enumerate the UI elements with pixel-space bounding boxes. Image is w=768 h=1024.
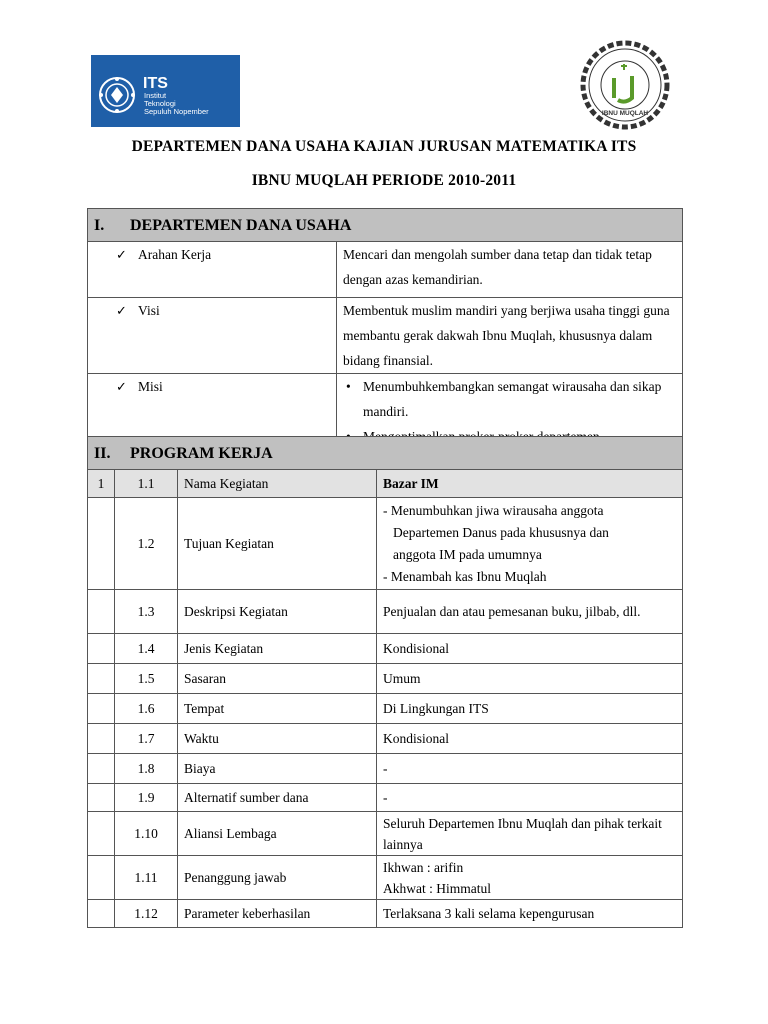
table-row [88,784,683,812]
row-value: Kondisional [377,634,683,664]
row-value: - [377,754,683,784]
section-program-kerja-table [87,436,683,928]
row-value-line: Akhwat : Himmatul [383,880,491,896]
table-row [88,724,683,754]
row-value: Penjualan dan atau pemesanan buku, jilbab, dll. [377,590,683,634]
checkmark-icon: ✓ [116,303,127,318]
row-value: Bazar IM [377,470,683,498]
misi-item: • Menumbuhkembangkan semangat wirausaha dan sikap mandiri. [343,374,676,424]
ibnu-muqlah-logo [580,40,670,130]
document-subtitle: IBNU MUQLAH PERIODE 2010-2011 [251,172,517,189]
its-logo-line3: Sepuluh Nopember [144,107,209,116]
row-field: Tujuan Kegiatan [178,498,377,590]
section-2-header [88,437,683,470]
row-code: 1.4 [115,634,178,664]
visi-label-cell [88,298,337,374]
row-code: 1.8 [115,754,178,784]
row-code: 1.7 [115,724,178,754]
row-value: Kondisional [377,724,683,754]
checkmark-icon: ✓ [116,247,127,262]
table-row [88,900,683,928]
checkmark-icon: ✓ [116,379,127,394]
arahan-kerja-value: Mencari dan mengolah sumber dana tetap dan tidak tetap dengan azas kemandirian. [337,242,683,298]
row-field: Nama Kegiatan [178,470,377,498]
table-row [88,812,683,856]
row-field: Alternatif sumber dana [178,784,377,812]
row-value: Terlaksana 3 kali selama kepengurusan [377,900,683,928]
row-value: Seluruh Departemen Ibnu Muqlah dan pihak terkait lainnya [377,812,683,856]
row-code: 1.12 [115,900,178,928]
section-1-number: I. [94,216,105,234]
row-code: 1.2 [115,498,178,590]
arahan-kerja-label-cell [88,242,337,298]
section-2-number: II. [94,444,111,462]
section-1-header [88,209,683,242]
row-field: Waktu [178,724,377,754]
visi-value: Membentuk muslim mandiri yang berjiwa usaha tinggi guna membantu gerak dakwah Ibnu Muqlah, khususnya dalam bidang finansial. [337,298,683,374]
row-value-line: - Menumbuhkan jiwa wirausaha anggota [383,502,604,518]
table-row [88,664,683,694]
row-code: 1.6 [115,694,178,724]
row-code: 1.10 [115,812,178,856]
row-code: 1.9 [115,784,178,812]
its-logo [91,55,240,127]
visi-label: Visi [138,303,160,318]
section-2-title: PROGRAM KERJA [130,444,273,462]
program-number: 1 [88,470,115,498]
ibnu-muqlah-logo-text: IBNU MUQLAH [601,110,649,117]
row-field: Deskripsi Kegiatan [178,590,377,634]
row-field: Sasaran [178,664,377,694]
row-value-line: Ikhwan : arifin [383,859,464,875]
row-field: Jenis Kegiatan [178,634,377,664]
arahan-kerja-label: Arahan Kerja [138,247,212,262]
row-code: 1.11 [115,856,178,900]
row-field: Aliansi Lembaga [178,812,377,856]
table-row [88,634,683,664]
row-field: Biaya [178,754,377,784]
row-value-line: - Menambah kas Ibnu Muqlah [383,568,547,584]
row-value: - [377,784,683,812]
row-code: 1.5 [115,664,178,694]
row-code: 1.3 [115,590,178,634]
misi-label: Misi [138,379,163,394]
table-row [88,694,683,724]
table-row [88,498,683,590]
table-row [88,856,683,900]
row-field: Parameter keberhasilan [178,900,377,928]
section-departemen-table [87,208,683,450]
row-value [377,498,683,590]
its-logo-abbrev: ITS [143,75,168,92]
row-field: Tempat [178,694,377,724]
row-value-line: Departemen Danus pada khususnya dan [393,524,609,540]
row-code: 1.1 [115,470,178,498]
its-logo-line1: Institut [144,91,167,100]
row-field: Penanggung jawab [178,856,377,900]
table-row [88,590,683,634]
row-value [377,856,683,900]
row-value: Di Lingkungan ITS [377,694,683,724]
row-value-line: anggota IM pada umumnya [393,546,542,562]
row-value: Umum [377,664,683,694]
document-title: DEPARTEMEN DANA USAHA KAJIAN JURUSAN MATEMATIKA ITS [131,138,637,155]
its-logo-line2: Teknologi [144,99,176,108]
section-1-title: DEPARTEMEN DANA USAHA [130,216,352,234]
table-row [88,470,683,498]
table-row [88,754,683,784]
